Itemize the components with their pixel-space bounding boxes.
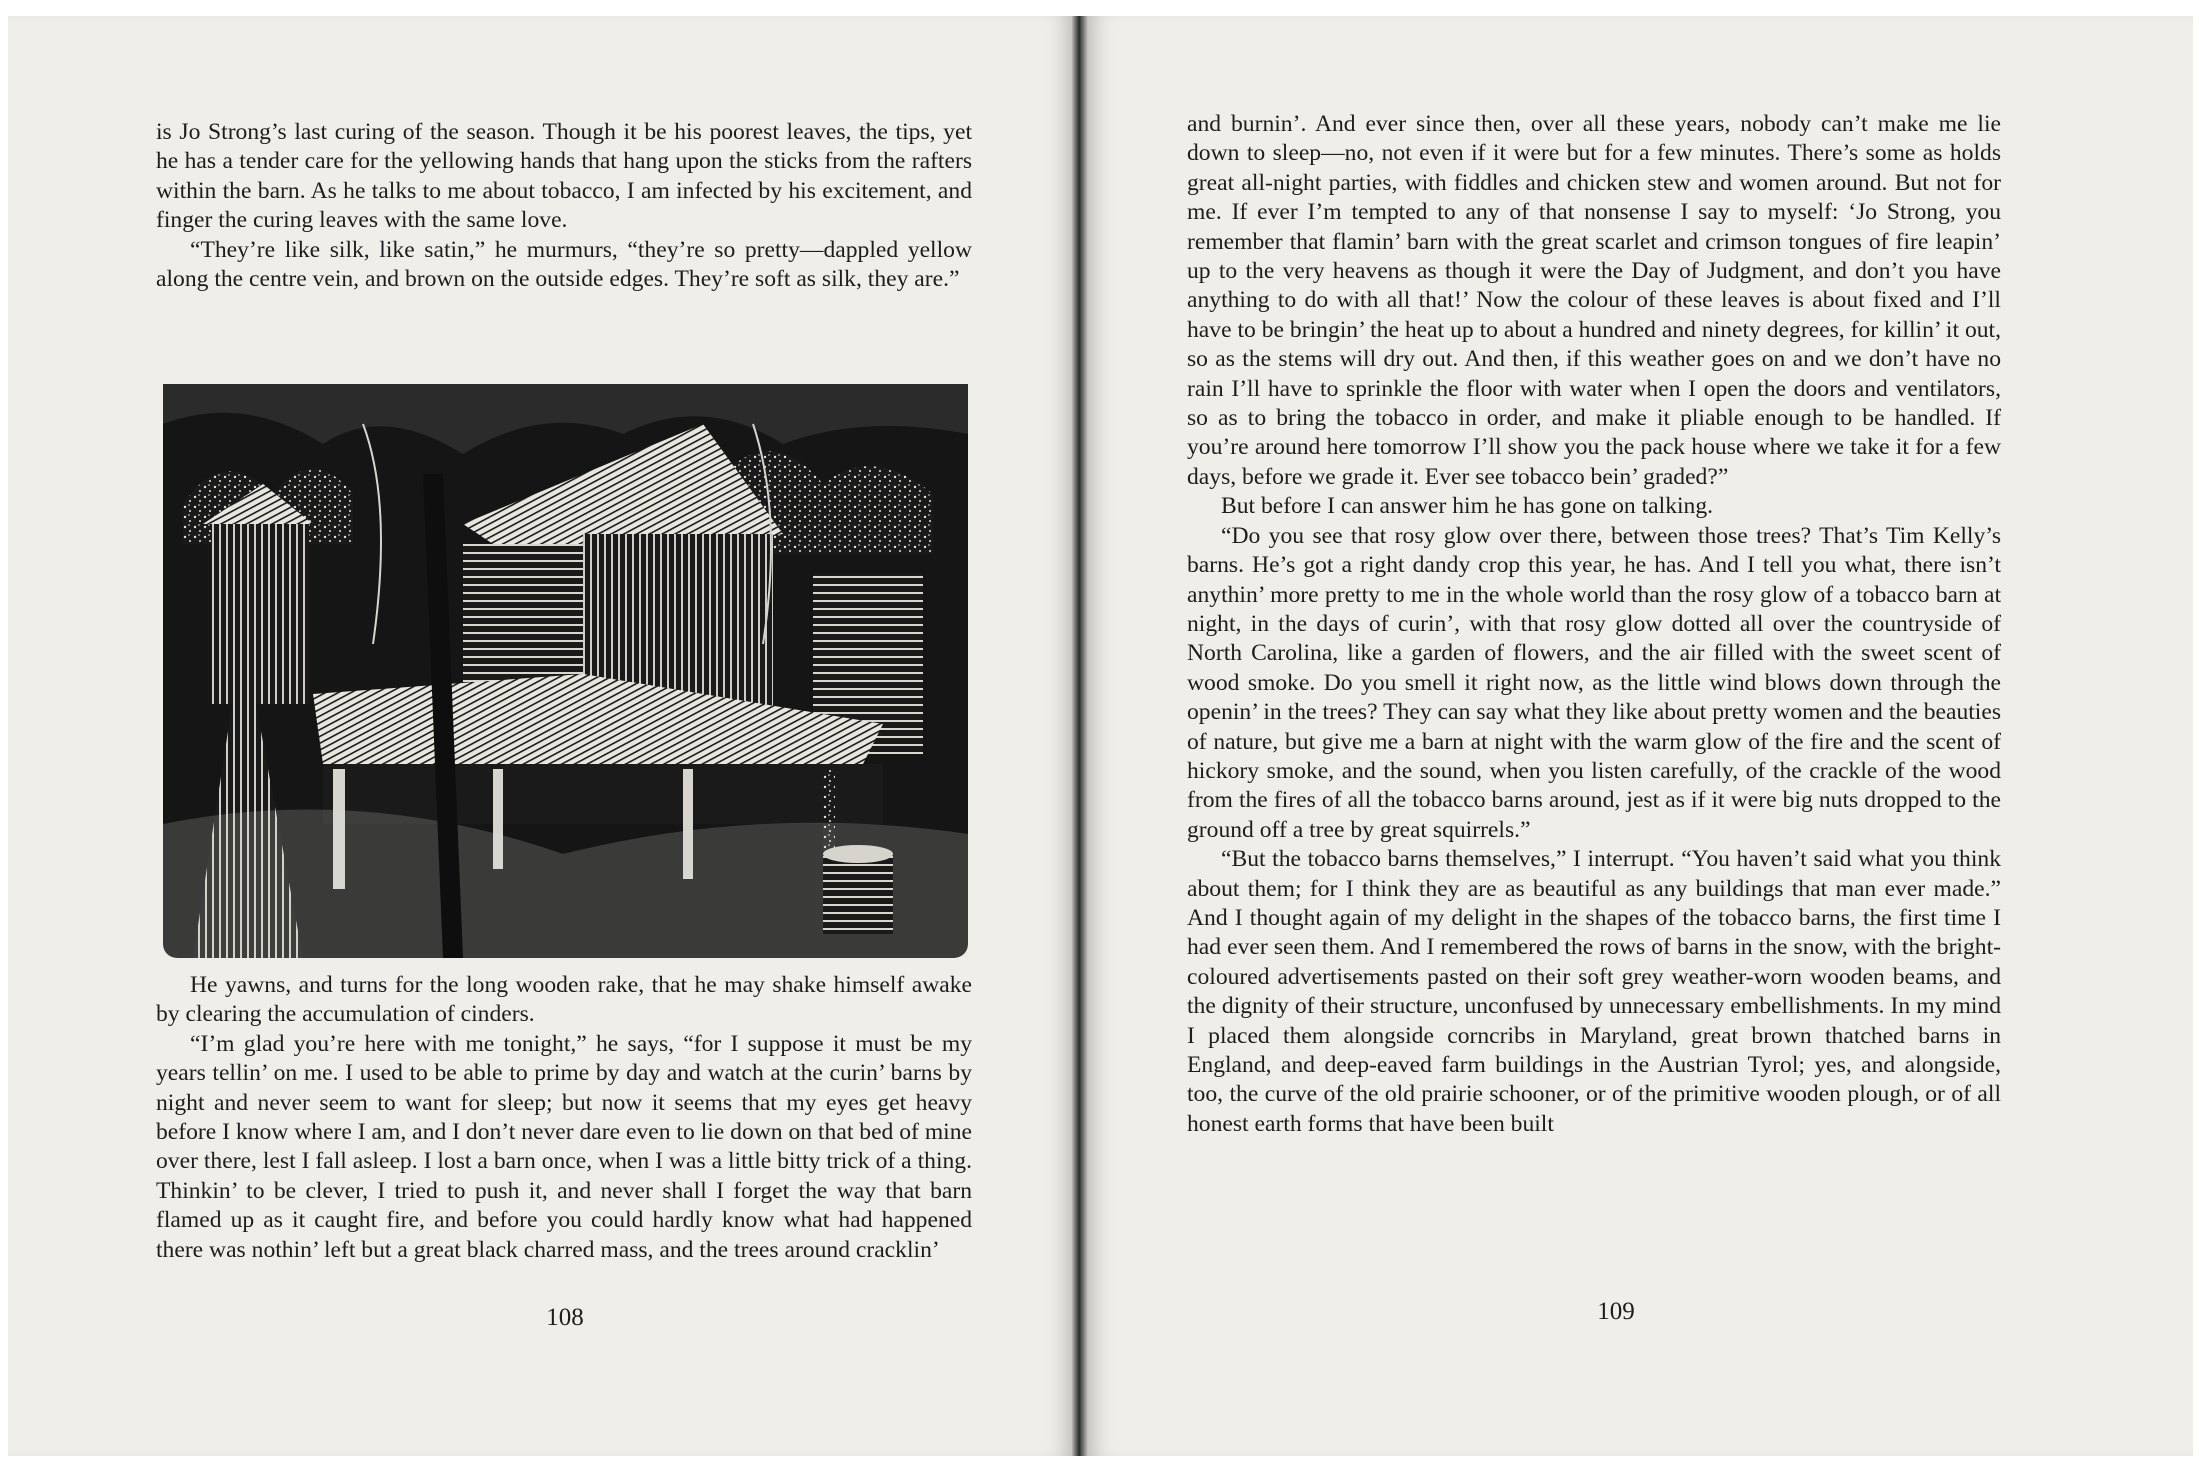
paragraph: “They’re like silk, like satin,” he murmurs, “they’re so pretty—dappled yellow along the centre vein, and brown on the outside edges. They’re soft as silk, they are.” [156, 236, 972, 293]
page-number: 109 [1597, 1298, 1635, 1325]
paragraph: He yawns, and turns for the long wooden rake, that he may shake himself awake by clearing the accumulation of cinders. [156, 972, 972, 1028]
paragraph: But before I can answer him he has gone on talking. [1221, 493, 1714, 520]
right-page [1088, 16, 2193, 1456]
book-gutter [1072, 16, 1088, 1456]
paragraph: and burnin’. And ever since then, over all these years, nobody can’t make me lie down to sleep—no, not even if it were but for a few minutes. There’s some as holds great all-night parties, with fiddles and chicken stew and women around. But not for me. If ever I’m tempted to any of that nonsense I say to myself: ‘Jo Strong, you remember that flamin’ barn with the great scarlet and crimson tongues of fire leapin’ up to the very heavens as though it were the Day of Judgment, and don’t you have anything to do with all that!’ Now the colour of these leaves is about fixed and I’ll have to be bringin’ the heat up to about a hundred and ninety degrees, for killin’ it out, so as the stems will dry out. And then, if this weather goes on and we don’t have no rain I’ll have to sprinkle the floor with water when I open the doors and ventilators, so as to bring the tobacco in order, and make it pliable enough to be handled. If you’re around here tomorrow I’ll show you the pack house where we take it for a few days, before we grade it. Ever see tobacco bein’ graded?” [1187, 111, 2001, 490]
paragraph: “Do you see that rosy glow over there, between those trees? That’s Tim Kelly’s barns. He’s got a right dandy crop this year, he has. And I tell you what, there isn’t anythin’ more pretty to me in the whole world than the rosy glow of a tobacco barn at night, in the days of curin’, with that rosy glow dotted all over the countryside of North Carolina, like a garden of flowers, and the air filled with the sweet scent of wood smoke. Do you smell it right now, as the little wind blows down through the openin’ in the trees? They can say what they like about pretty women and the beauties of nature, but give me a barn at night with the warm glow of the fire and the scent of hickory smoke, and the sound, when you listen carefully, of the crackle of the wood from the fires of all the tobacco barns around, jest as if it were big nuts dropped to the ground off a tree by great squirrels.” [1187, 522, 2001, 843]
paragraph: “But the tobacco barns themselves,” I interrupt. “You haven’t said what you think about them; for I think they are as beautiful as any buildings that man ever made.” And I thought again of my delight in the shapes of the tobacco barns, the first time I had ever seen them. And I remembered the rows of barns in the snow, with the bright-coloured advertisements pasted on their soft grey weather-worn wooden beams, and the dignity of their structure, unconfused by unnecessary embellishments. In my mind I placed them alongside corncribs in Maryland, great brown thatched barns in England, and deep-eaved farm buildings in the Austrian Tyrol; yes, and alongside, too, the curve of the old prairie schooner, or of the primitive wooden plough, or of all honest earth forms that have been built [1187, 846, 2001, 1137]
paragraph: is Jo Strong’s last curing of the season. Though it be his poorest leaves, the tips, yet he has a tender care for the yellowing hands that hang upon the sticks from the rafters within the barn. As he talks to me about tobacco, I am infected by his excitement, and finger the curing leaves with the same love. [156, 119, 972, 234]
open-book-spread [8, 16, 2193, 1456]
left-top-text [156, 118, 972, 294]
woodcut-tobacco-barns [163, 384, 968, 958]
left-page [8, 16, 1072, 1456]
woodcut-illustration [163, 384, 968, 958]
right-text [1187, 110, 2001, 1139]
paragraph: “I’m glad you’re here with me tonight,” he says, “for I suppose it must be my years tellin’ on me. I used to be able to prime by day and watch at the curin’ barns by night and never seem to want for sleep; but now it seems that my eyes get heavy before I know where I am, and I don’t never dare even to lie down on that bed of mine over there, lest I fall asleep. I lost a barn once, when I was a little bitty trick of a thing. Thinkin’ to be clever, I tried to push it, and never shall I forget the way that barn flamed up as it caught fire, and before you could hardly know what had happened there was nothin’ left but a great black charred mass, and the trees around cracklin’ [156, 1030, 972, 1263]
left-bottom-text [156, 971, 972, 1265]
page-number: 108 [546, 1304, 584, 1331]
